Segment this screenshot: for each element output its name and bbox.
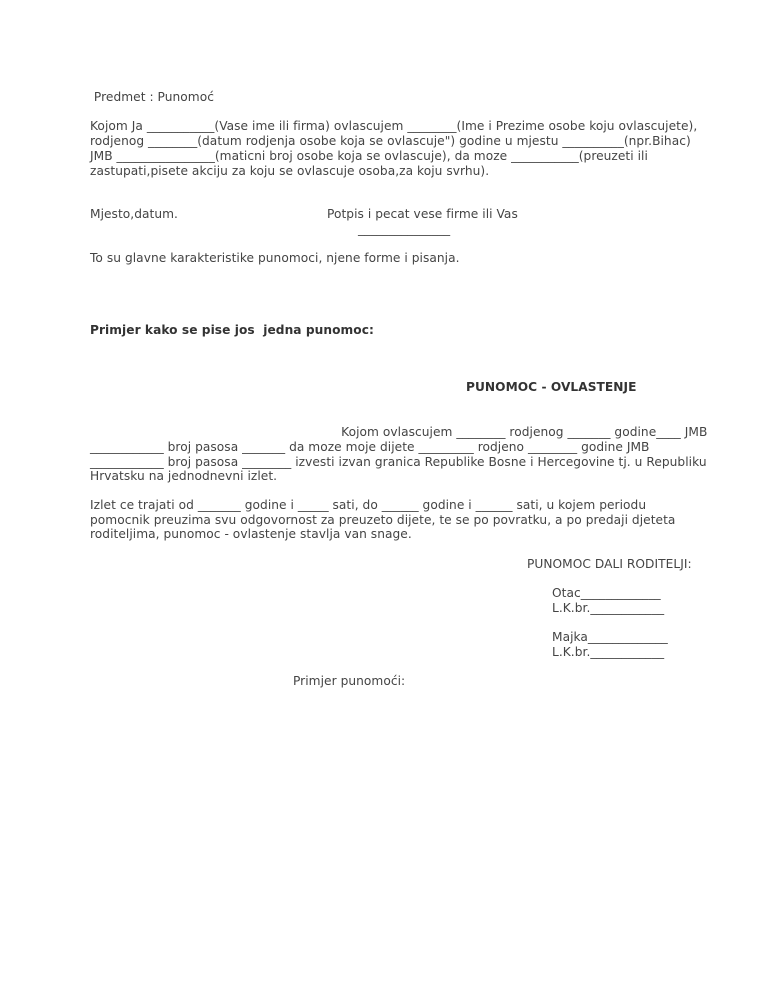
intro-line-4: zastupati,pisete akciju za koju se ovlascuje osoba,za koju svrhu). — [90, 164, 490, 178]
duration-line-3: roditeljima, punomoc - ovlastenje stavlja van snage. — [90, 527, 412, 541]
characteristics-note: To su glavne karakteristike punomoci, njene forme i pisanja. — [90, 251, 460, 265]
signature-label: Potpis i pecat vese firme ili Vas — [327, 207, 518, 221]
intro-line-2: rodjenog ________(datum rodjenja osobe koja se ovlascuje") godine u mjestu __________(npr.Bihac) — [90, 134, 691, 148]
authorization-line-2: ____________ broj pasosa _______ da moze moje dijete _________ rodjeno ________ godine JMB — [90, 440, 650, 454]
authorization-line-4: Hrvatsku na jednodnevni izlet. — [90, 469, 278, 483]
place-date-label: Mjesto,datum. — [90, 207, 178, 221]
father-id: L.K.br.____________ — [552, 601, 665, 615]
father-signature: Otac_____________ — [552, 586, 661, 600]
example-heading: Primjer kako se pise jos jedna punomoc: — [90, 323, 374, 337]
subject-line: Predmet : Punomoć — [90, 90, 214, 104]
authorization-line-3: ____________ broj pasosa ________ izvesti izvan granica Republike Bosne i Hercegovine tj. u Republiku — [90, 455, 707, 469]
duration-line-2: pomocnik preuzima svu odgovornost za preuzeto dijete, te se po povratku, a po predaji djeteta — [90, 513, 676, 527]
parents-heading: PUNOMOC DALI RODITELJI: — [527, 557, 692, 571]
intro-line-3: JMB ________________(maticni broj osobe koja se ovlascuje), da moze ___________(preuzeti ili — [90, 149, 648, 163]
example-caption: Primjer punomoći: — [293, 674, 406, 688]
authorization-line-1: Kojom ovlascujem ________ rodjenog _______ godine____ JMB — [90, 425, 708, 439]
intro-line-1: Kojom Ja ___________(Vase ime ili firma) ovlascujem ________(Ime i Prezime osobe koju ovlascujete), — [90, 119, 698, 133]
signature-line: _______________ — [358, 222, 451, 236]
document-title: PUNOMOC - OVLASTENJE — [466, 380, 637, 394]
mother-signature: Majka_____________ — [552, 630, 668, 644]
duration-line-1: Izlet ce trajati od _______ godine i _____ sati, do ______ godine i ______ sati, u kojem periodu — [90, 498, 647, 512]
mother-id: L.K.br.____________ — [552, 645, 665, 659]
